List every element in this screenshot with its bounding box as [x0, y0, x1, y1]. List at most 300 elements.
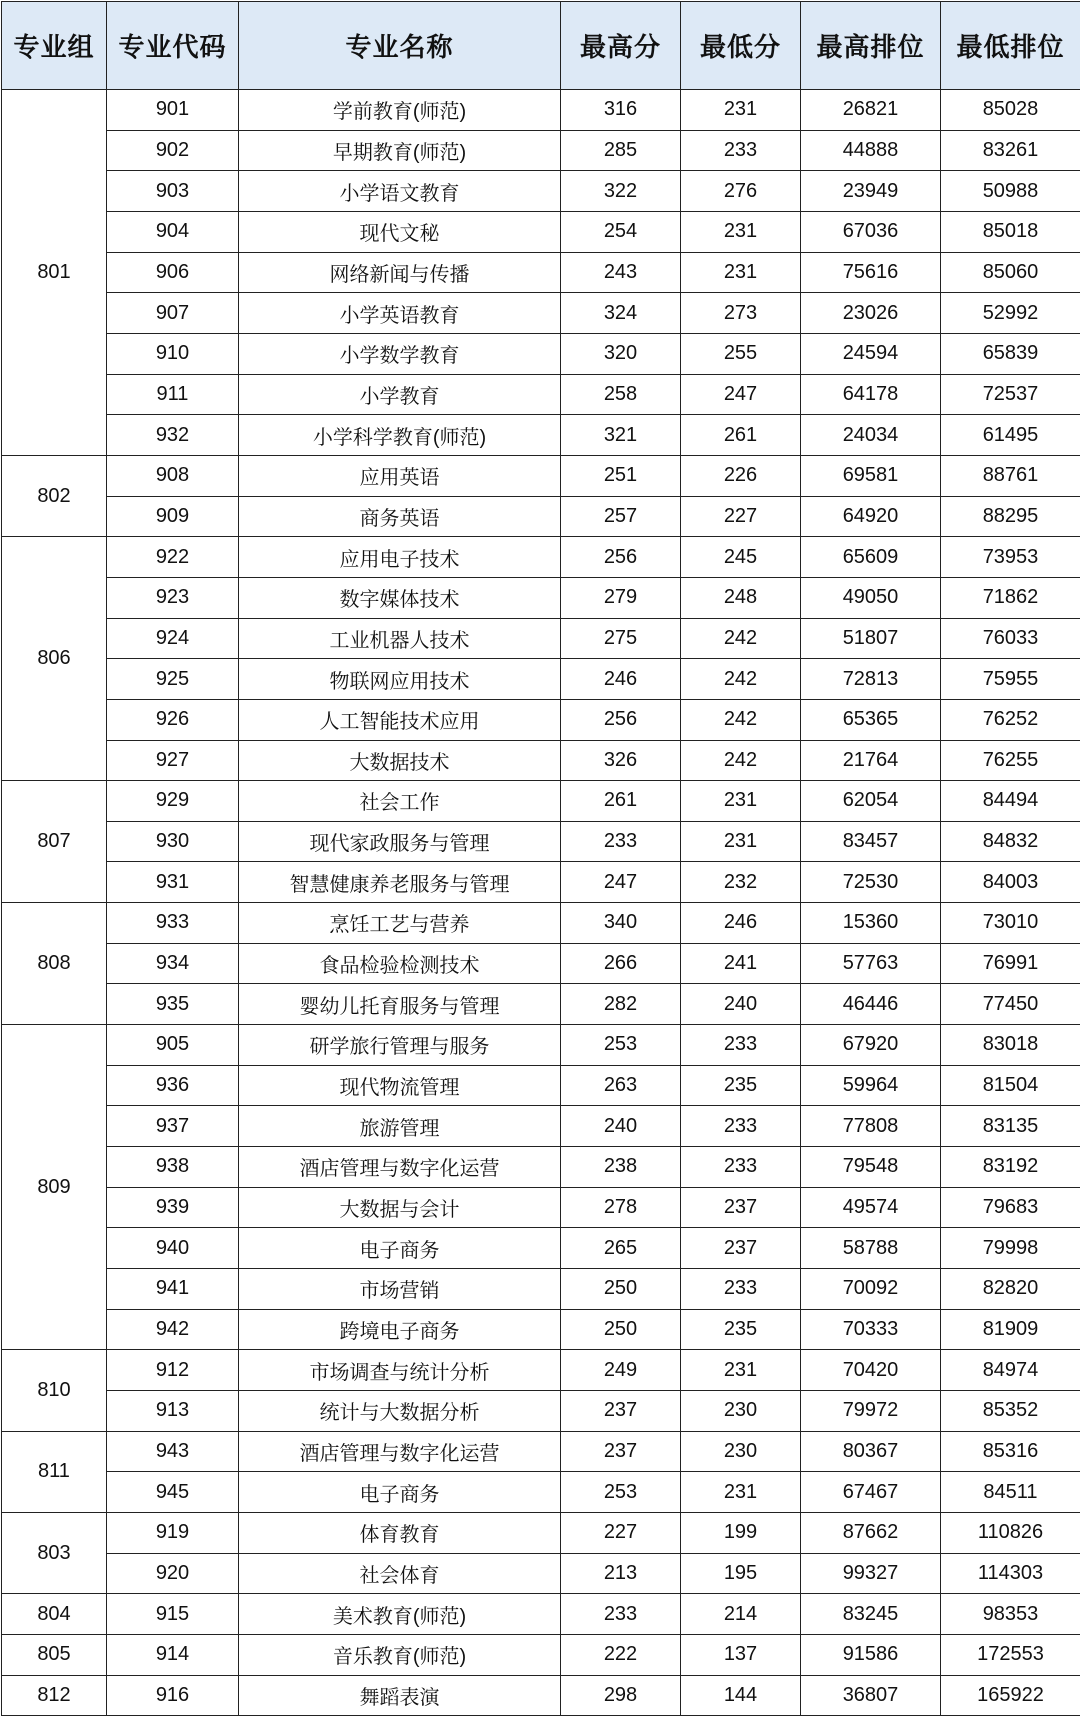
- cell-min-score: 231: [681, 1472, 801, 1513]
- cell-code: 902: [107, 130, 239, 171]
- header-min-rank: 最低排位: [941, 2, 1080, 90]
- cell-max-score: 227: [561, 1512, 681, 1553]
- cell-max-rank: 58788: [801, 1228, 941, 1269]
- cell-name: 工业机器人技术: [239, 618, 561, 659]
- cell-max-rank: 83457: [801, 821, 941, 862]
- cell-code: 901: [107, 90, 239, 131]
- table-row: [2, 1147, 1080, 1188]
- cell-max-rank: 44888: [801, 130, 941, 171]
- cell-max-score: 278: [561, 1187, 681, 1228]
- table-row: [2, 211, 1080, 252]
- cell-name: 舞蹈表演: [239, 1675, 561, 1716]
- cell-name: 小学科学教育(师范): [239, 415, 561, 456]
- cell-min-rank: 73953: [941, 537, 1080, 578]
- cell-name: 婴幼儿托育服务与管理: [239, 984, 561, 1025]
- cell-min-rank: 88761: [941, 455, 1080, 496]
- cell-max-rank: 79548: [801, 1147, 941, 1188]
- cell-min-score: 248: [681, 577, 801, 618]
- cell-min-rank: 84003: [941, 862, 1080, 903]
- cell-max-score: 326: [561, 740, 681, 781]
- cell-group: 806: [2, 537, 107, 781]
- table-row: [2, 1594, 1080, 1635]
- cell-max-rank: 64178: [801, 374, 941, 415]
- cell-max-rank: 36807: [801, 1675, 941, 1716]
- cell-name: 现代物流管理: [239, 1065, 561, 1106]
- cell-max-rank: 80367: [801, 1431, 941, 1472]
- table-row: [2, 374, 1080, 415]
- cell-min-score: 233: [681, 1269, 801, 1310]
- cell-code: 932: [107, 415, 239, 456]
- table-row: [2, 455, 1080, 496]
- cell-max-score: 237: [561, 1431, 681, 1472]
- cell-max-score: 321: [561, 415, 681, 456]
- table-row: [2, 699, 1080, 740]
- table-row: [2, 1065, 1080, 1106]
- table-row: [2, 1187, 1080, 1228]
- cell-min-rank: 172553: [941, 1634, 1080, 1675]
- table-row: [2, 293, 1080, 334]
- cell-min-score: 195: [681, 1553, 801, 1594]
- cell-min-score: 231: [681, 821, 801, 862]
- cell-code: 914: [107, 1634, 239, 1675]
- table-row: [2, 903, 1080, 944]
- cell-group: 811: [2, 1431, 107, 1512]
- table-row: [2, 130, 1080, 171]
- cell-name: 商务英语: [239, 496, 561, 537]
- cell-min-score: 232: [681, 862, 801, 903]
- cell-code: 907: [107, 293, 239, 334]
- table-row: [2, 862, 1080, 903]
- table-row: [2, 171, 1080, 212]
- cell-code: 938: [107, 1147, 239, 1188]
- header-max-rank: 最高排位: [801, 2, 941, 90]
- cell-max-score: 266: [561, 943, 681, 984]
- cell-max-score: 320: [561, 333, 681, 374]
- cell-name: 酒店管理与数字化运营: [239, 1147, 561, 1188]
- cell-min-score: 231: [681, 90, 801, 131]
- cell-min-rank: 72537: [941, 374, 1080, 415]
- cell-max-score: 285: [561, 130, 681, 171]
- cell-min-rank: 73010: [941, 903, 1080, 944]
- cell-name: 数字媒体技术: [239, 577, 561, 618]
- cell-max-rank: 83245: [801, 1594, 941, 1635]
- cell-min-score: 233: [681, 1106, 801, 1147]
- cell-min-rank: 85316: [941, 1431, 1080, 1472]
- cell-max-rank: 49050: [801, 577, 941, 618]
- cell-min-rank: 83192: [941, 1147, 1080, 1188]
- cell-min-score: 242: [681, 659, 801, 700]
- cell-min-score: 230: [681, 1431, 801, 1472]
- cell-max-score: 251: [561, 455, 681, 496]
- cell-max-rank: 23026: [801, 293, 941, 334]
- cell-max-score: 298: [561, 1675, 681, 1716]
- cell-max-rank: 26821: [801, 90, 941, 131]
- cell-min-rank: 79998: [941, 1228, 1080, 1269]
- header-max-score: 最高分: [561, 2, 681, 90]
- cell-max-score: 250: [561, 1269, 681, 1310]
- cell-min-rank: 52992: [941, 293, 1080, 334]
- cell-min-score: 227: [681, 496, 801, 537]
- cell-max-rank: 62054: [801, 781, 941, 822]
- cell-name: 网络新闻与传播: [239, 252, 561, 293]
- cell-code: 934: [107, 943, 239, 984]
- cell-name: 旅游管理: [239, 1106, 561, 1147]
- table-row: [2, 1634, 1080, 1675]
- table-row: [2, 1431, 1080, 1472]
- cell-max-rank: 70333: [801, 1309, 941, 1350]
- cell-group: 803: [2, 1512, 107, 1593]
- table-row: [2, 1106, 1080, 1147]
- cell-min-rank: 165922: [941, 1675, 1080, 1716]
- cell-name: 社会体育: [239, 1553, 561, 1594]
- cell-max-score: 265: [561, 1228, 681, 1269]
- cell-max-score: 258: [561, 374, 681, 415]
- cell-max-score: 275: [561, 618, 681, 659]
- cell-max-score: 254: [561, 211, 681, 252]
- cell-name: 小学教育: [239, 374, 561, 415]
- cell-min-rank: 85352: [941, 1391, 1080, 1432]
- cell-max-score: 340: [561, 903, 681, 944]
- table-row: [2, 90, 1080, 131]
- header-name: 专业名称: [239, 2, 561, 90]
- cell-code: 916: [107, 1675, 239, 1716]
- cell-name: 跨境电子商务: [239, 1309, 561, 1350]
- cell-name: 小学英语教育: [239, 293, 561, 334]
- cell-max-score: 249: [561, 1350, 681, 1391]
- cell-max-rank: 72813: [801, 659, 941, 700]
- cell-name: 电子商务: [239, 1472, 561, 1513]
- cell-code: 904: [107, 211, 239, 252]
- cell-min-score: 231: [681, 1350, 801, 1391]
- cell-code: 945: [107, 1472, 239, 1513]
- cell-code: 931: [107, 862, 239, 903]
- header-code: 专业代码: [107, 2, 239, 90]
- cell-name: 统计与大数据分析: [239, 1391, 561, 1432]
- cell-name: 烹饪工艺与营养: [239, 903, 561, 944]
- cell-max-rank: 46446: [801, 984, 941, 1025]
- cell-min-rank: 88295: [941, 496, 1080, 537]
- cell-min-rank: 76255: [941, 740, 1080, 781]
- cell-code: 930: [107, 821, 239, 862]
- cell-max-score: 247: [561, 862, 681, 903]
- table-row: [2, 496, 1080, 537]
- cell-name: 体育教育: [239, 1512, 561, 1553]
- table-row: [2, 740, 1080, 781]
- cell-min-rank: 71862: [941, 577, 1080, 618]
- cell-max-rank: 21764: [801, 740, 941, 781]
- cell-min-score: 137: [681, 1634, 801, 1675]
- cell-code: 940: [107, 1228, 239, 1269]
- cell-min-rank: 85060: [941, 252, 1080, 293]
- cell-max-score: 263: [561, 1065, 681, 1106]
- cell-max-score: 253: [561, 1472, 681, 1513]
- cell-group: 801: [2, 90, 107, 456]
- cell-code: 922: [107, 537, 239, 578]
- table-row: [2, 984, 1080, 1025]
- cell-code: 935: [107, 984, 239, 1025]
- cell-name: 电子商务: [239, 1228, 561, 1269]
- cell-max-score: 257: [561, 496, 681, 537]
- header-min-score: 最低分: [681, 2, 801, 90]
- cell-name: 小学语文教育: [239, 171, 561, 212]
- cell-code: 905: [107, 1025, 239, 1066]
- cell-max-rank: 57763: [801, 943, 941, 984]
- cell-max-score: 240: [561, 1106, 681, 1147]
- cell-min-score: 242: [681, 740, 801, 781]
- cell-max-score: 279: [561, 577, 681, 618]
- cell-name: 食品检验检测技术: [239, 943, 561, 984]
- cell-min-rank: 85018: [941, 211, 1080, 252]
- cell-min-rank: 61495: [941, 415, 1080, 456]
- cell-name: 物联网应用技术: [239, 659, 561, 700]
- cell-min-rank: 75955: [941, 659, 1080, 700]
- cell-code: 926: [107, 699, 239, 740]
- cell-max-rank: 15360: [801, 903, 941, 944]
- cell-min-score: 233: [681, 1147, 801, 1188]
- cell-min-score: 233: [681, 130, 801, 171]
- cell-max-score: 213: [561, 1553, 681, 1594]
- cell-code: 920: [107, 1553, 239, 1594]
- table-row: [2, 1228, 1080, 1269]
- cell-code: 939: [107, 1187, 239, 1228]
- cell-min-score: 273: [681, 293, 801, 334]
- cell-min-rank: 83018: [941, 1025, 1080, 1066]
- cell-code: 943: [107, 1431, 239, 1472]
- cell-min-rank: 83135: [941, 1106, 1080, 1147]
- cell-min-score: 231: [681, 252, 801, 293]
- cell-min-score: 255: [681, 333, 801, 374]
- cell-max-rank: 24034: [801, 415, 941, 456]
- cell-max-rank: 77808: [801, 1106, 941, 1147]
- cell-min-rank: 82820: [941, 1269, 1080, 1310]
- cell-code: 909: [107, 496, 239, 537]
- cell-group: 808: [2, 903, 107, 1025]
- cell-name: 人工智能技术应用: [239, 699, 561, 740]
- cell-max-rank: 72530: [801, 862, 941, 903]
- table-row: [2, 1269, 1080, 1310]
- cell-max-rank: 65365: [801, 699, 941, 740]
- cell-max-score: 282: [561, 984, 681, 1025]
- cell-code: 942: [107, 1309, 239, 1350]
- table-row: [2, 1553, 1080, 1594]
- cell-min-score: 247: [681, 374, 801, 415]
- cell-group: 805: [2, 1634, 107, 1675]
- cell-max-rank: 70092: [801, 1269, 941, 1310]
- cell-name: 研学旅行管理与服务: [239, 1025, 561, 1066]
- admission-score-table: [1, 1, 1080, 1716]
- cell-min-rank: 98353: [941, 1594, 1080, 1635]
- cell-max-rank: 65609: [801, 537, 941, 578]
- cell-min-score: 276: [681, 171, 801, 212]
- cell-max-rank: 64920: [801, 496, 941, 537]
- cell-group: 809: [2, 1025, 107, 1350]
- cell-max-rank: 67036: [801, 211, 941, 252]
- cell-name: 大数据技术: [239, 740, 561, 781]
- cell-code: 913: [107, 1391, 239, 1432]
- header-group: 专业组: [2, 2, 107, 90]
- cell-group: 804: [2, 1594, 107, 1635]
- cell-min-rank: 110826: [941, 1512, 1080, 1553]
- table-header: [2, 2, 1080, 90]
- cell-name: 市场调查与统计分析: [239, 1350, 561, 1391]
- cell-min-score: 230: [681, 1391, 801, 1432]
- cell-code: 927: [107, 740, 239, 781]
- cell-min-score: 226: [681, 455, 801, 496]
- cell-max-score: 324: [561, 293, 681, 334]
- cell-code: 929: [107, 781, 239, 822]
- cell-min-score: 231: [681, 781, 801, 822]
- cell-min-score: 235: [681, 1065, 801, 1106]
- table-row: [2, 1472, 1080, 1513]
- cell-max-score: 250: [561, 1309, 681, 1350]
- cell-max-score: 256: [561, 699, 681, 740]
- cell-min-score: 235: [681, 1309, 801, 1350]
- cell-max-rank: 79972: [801, 1391, 941, 1432]
- cell-min-score: 245: [681, 537, 801, 578]
- cell-min-rank: 114303: [941, 1553, 1080, 1594]
- cell-max-rank: 67467: [801, 1472, 941, 1513]
- cell-max-rank: 99327: [801, 1553, 941, 1594]
- cell-max-rank: 49574: [801, 1187, 941, 1228]
- cell-code: 919: [107, 1512, 239, 1553]
- cell-min-rank: 81504: [941, 1065, 1080, 1106]
- table-row: [2, 659, 1080, 700]
- cell-max-rank: 91586: [801, 1634, 941, 1675]
- cell-min-rank: 84832: [941, 821, 1080, 862]
- table-body: [2, 90, 1080, 1716]
- cell-min-score: 214: [681, 1594, 801, 1635]
- cell-name: 美术教育(师范): [239, 1594, 561, 1635]
- table-row: [2, 333, 1080, 374]
- cell-min-score: 199: [681, 1512, 801, 1553]
- table-row: [2, 618, 1080, 659]
- cell-max-score: 238: [561, 1147, 681, 1188]
- cell-group: 802: [2, 455, 107, 536]
- cell-min-rank: 76991: [941, 943, 1080, 984]
- cell-min-score: 241: [681, 943, 801, 984]
- cell-code: 923: [107, 577, 239, 618]
- cell-min-rank: 83261: [941, 130, 1080, 171]
- cell-name: 现代文秘: [239, 211, 561, 252]
- table-row: [2, 415, 1080, 456]
- cell-max-score: 237: [561, 1391, 681, 1432]
- table-row: [2, 943, 1080, 984]
- table-row: [2, 1350, 1080, 1391]
- cell-max-score: 243: [561, 252, 681, 293]
- cell-code: 906: [107, 252, 239, 293]
- cell-code: 903: [107, 171, 239, 212]
- cell-group: 812: [2, 1675, 107, 1716]
- cell-code: 910: [107, 333, 239, 374]
- cell-min-rank: 76033: [941, 618, 1080, 659]
- cell-min-rank: 79683: [941, 1187, 1080, 1228]
- table-row: [2, 1391, 1080, 1432]
- cell-max-score: 322: [561, 171, 681, 212]
- table-row: [2, 1512, 1080, 1553]
- cell-name: 大数据与会计: [239, 1187, 561, 1228]
- cell-code: 908: [107, 455, 239, 496]
- table-row: [2, 252, 1080, 293]
- cell-max-score: 256: [561, 537, 681, 578]
- cell-name: 应用英语: [239, 455, 561, 496]
- cell-max-rank: 23949: [801, 171, 941, 212]
- cell-min-rank: 84974: [941, 1350, 1080, 1391]
- cell-max-score: 253: [561, 1025, 681, 1066]
- cell-code: 911: [107, 374, 239, 415]
- cell-min-score: 242: [681, 618, 801, 659]
- cell-max-rank: 51807: [801, 618, 941, 659]
- cell-name: 学前教育(师范): [239, 90, 561, 131]
- cell-min-score: 261: [681, 415, 801, 456]
- cell-max-rank: 87662: [801, 1512, 941, 1553]
- cell-name: 社会工作: [239, 781, 561, 822]
- cell-min-score: 233: [681, 1025, 801, 1066]
- cell-name: 现代家政服务与管理: [239, 821, 561, 862]
- cell-code: 912: [107, 1350, 239, 1391]
- cell-name: 音乐教育(师范): [239, 1634, 561, 1675]
- cell-max-score: 233: [561, 1594, 681, 1635]
- table-row: [2, 1025, 1080, 1066]
- table-row: [2, 781, 1080, 822]
- cell-min-score: 144: [681, 1675, 801, 1716]
- cell-code: 937: [107, 1106, 239, 1147]
- cell-code: 924: [107, 618, 239, 659]
- cell-name: 酒店管理与数字化运营: [239, 1431, 561, 1472]
- table-row: [2, 537, 1080, 578]
- cell-group: 807: [2, 781, 107, 903]
- cell-min-score: 240: [681, 984, 801, 1025]
- cell-max-score: 261: [561, 781, 681, 822]
- cell-min-rank: 50988: [941, 171, 1080, 212]
- cell-code: 915: [107, 1594, 239, 1635]
- cell-max-score: 222: [561, 1634, 681, 1675]
- cell-min-rank: 81909: [941, 1309, 1080, 1350]
- cell-code: 933: [107, 903, 239, 944]
- cell-code: 925: [107, 659, 239, 700]
- table-row: [2, 821, 1080, 862]
- cell-max-score: 233: [561, 821, 681, 862]
- cell-group: 810: [2, 1350, 107, 1431]
- cell-min-rank: 76252: [941, 699, 1080, 740]
- cell-name: 智慧健康养老服务与管理: [239, 862, 561, 903]
- cell-min-rank: 84494: [941, 781, 1080, 822]
- cell-max-rank: 67920: [801, 1025, 941, 1066]
- cell-min-score: 237: [681, 1187, 801, 1228]
- cell-max-score: 246: [561, 659, 681, 700]
- cell-code: 936: [107, 1065, 239, 1106]
- table-row: [2, 577, 1080, 618]
- cell-min-score: 231: [681, 211, 801, 252]
- table-row: [2, 1309, 1080, 1350]
- cell-min-rank: 77450: [941, 984, 1080, 1025]
- cell-min-score: 246: [681, 903, 801, 944]
- cell-name: 小学数学教育: [239, 333, 561, 374]
- cell-code: 941: [107, 1269, 239, 1310]
- cell-min-rank: 65839: [941, 333, 1080, 374]
- cell-max-rank: 59964: [801, 1065, 941, 1106]
- cell-max-score: 316: [561, 90, 681, 131]
- cell-min-score: 242: [681, 699, 801, 740]
- cell-min-score: 237: [681, 1228, 801, 1269]
- cell-max-rank: 75616: [801, 252, 941, 293]
- cell-max-rank: 70420: [801, 1350, 941, 1391]
- cell-name: 早期教育(师范): [239, 130, 561, 171]
- cell-name: 市场营销: [239, 1269, 561, 1310]
- cell-max-rank: 24594: [801, 333, 941, 374]
- table-row: [2, 1675, 1080, 1716]
- cell-min-rank: 85028: [941, 90, 1080, 131]
- cell-name: 应用电子技术: [239, 537, 561, 578]
